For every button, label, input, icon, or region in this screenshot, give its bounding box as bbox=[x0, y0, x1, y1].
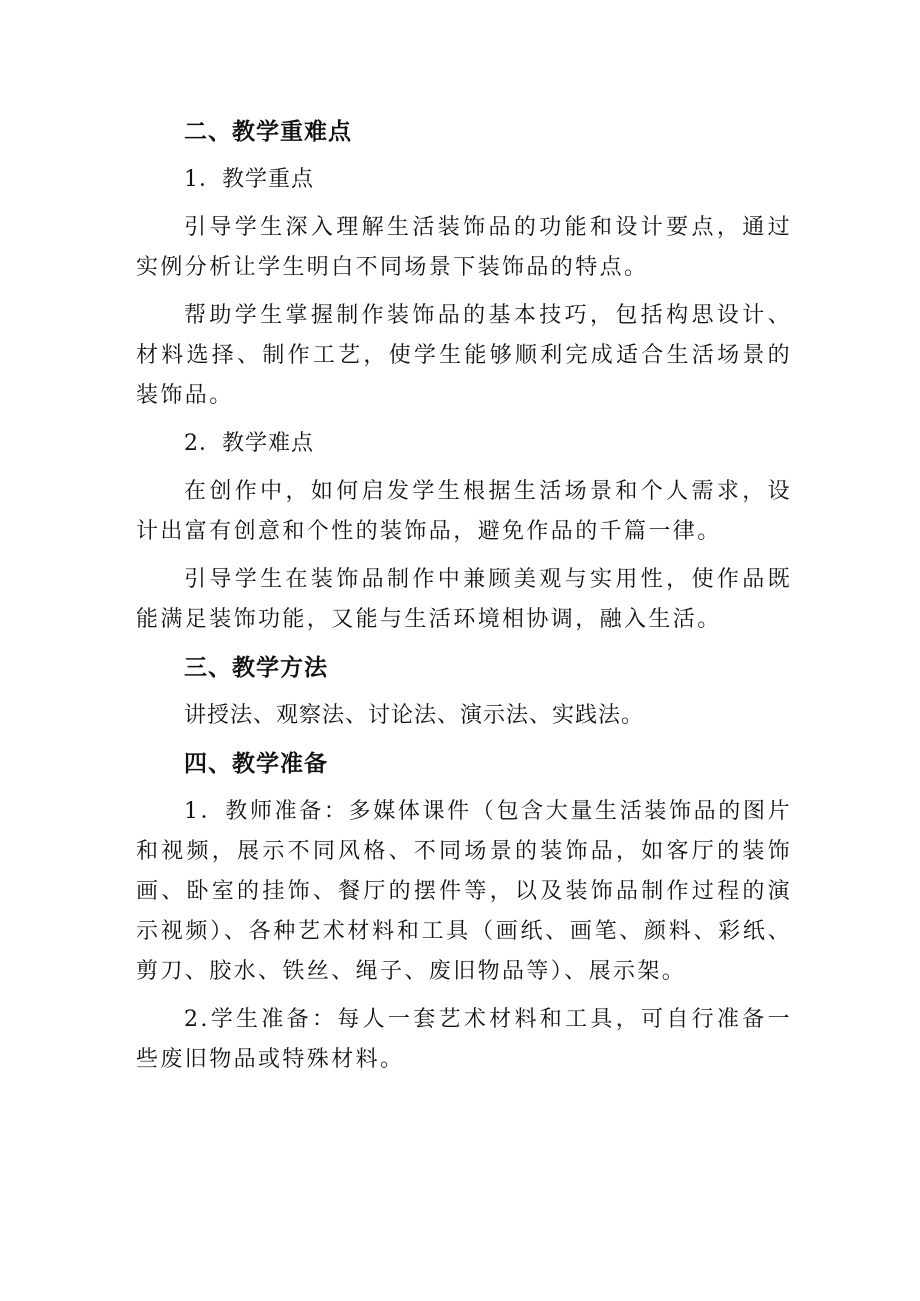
document-page bbox=[136, 112, 792, 1088]
subheading-teaching-difficulty: 2．教学难点 bbox=[184, 431, 314, 456]
paragraph-teaching-methods: 讲授法、观察法、讨论法、演示法、实践法。 bbox=[184, 703, 645, 728]
paragraph-student-preparation: 2.学生准备：每人一套艺术材料和工具，可自行准备一些废旧物品或特殊材料。 bbox=[136, 1007, 792, 1072]
subheading-teaching-focus: 1．教学重点 bbox=[184, 167, 314, 192]
paragraph-teacher-preparation: 1．教师准备：多媒体课件（包含大量生活装饰品的图片和视频，展示不同风格、不同场景的装饰品，如客厅的装饰画、卧室的挂饰、餐厅的摆件等，以及装饰品制作过程的演示视频）、各种艺术材料和工具（画纸、画笔、颜料、彩纸、剪刀、胶水、铁丝、绳子、废旧物品等）、展示架。 bbox=[136, 799, 792, 984]
paragraph-difficulty-2: 引导学生在装饰品制作中兼顾美观与实用性，使作品既能满足装饰功能，又能与生活环境相协调，融入生活。 bbox=[136, 567, 792, 632]
paragraph-focus-2: 帮助学生掌握制作装饰品的基本技巧，包括构思设计、材料选择、制作工艺，使学生能够顺利完成适合生活场景的装饰品。 bbox=[136, 303, 792, 408]
section-heading-teaching-preparation: 四、教学准备 bbox=[184, 751, 328, 777]
section-heading-teaching-methods: 三、教学方法 bbox=[184, 655, 328, 681]
paragraph-focus-1: 引导学生深入理解生活装饰品的功能和设计要点，通过实例分析让学生明白不同场景下装饰品的特点。 bbox=[136, 215, 792, 280]
section-heading-key-difficult-points: 二、教学重难点 bbox=[184, 119, 352, 145]
paragraph-difficulty-1: 在创作中，如何启发学生根据生活场景和个人需求，设计出富有创意和个性的装饰品，避免作品的千篇一律。 bbox=[136, 479, 792, 544]
